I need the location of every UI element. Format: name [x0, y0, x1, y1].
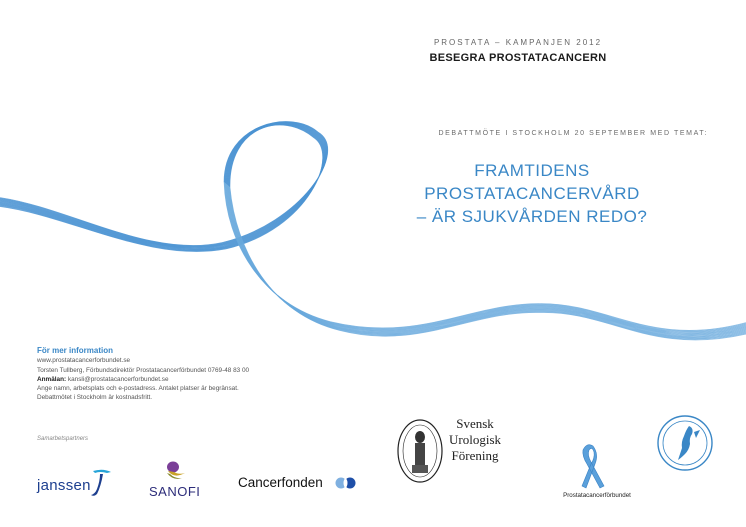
info-block: [37, 346, 249, 403]
ribbon-strands-front: [0, 122, 328, 252]
info-register: [37, 375, 249, 384]
sweden-map-seal-icon: [656, 414, 714, 472]
headline-line-2: PROSTATACANCERVÅRD: [424, 184, 640, 203]
prostatacancerforbundet-logo: [549, 440, 639, 504]
campaign-title: BESEGRA PROSTATACANCERN: [429, 52, 607, 64]
suf-seal-icon: [396, 415, 448, 490]
register-label: Anmälan:: [37, 375, 67, 383]
campaign-kicker: PROSTATA – KAMPANJEN 2012: [433, 38, 603, 47]
suf-line-1: Svensk: [456, 416, 494, 431]
info-note-2: Debattmötet i Stockholm är kostnadsfritt.: [37, 394, 153, 402]
sanofi-bird-icon: [146, 455, 210, 485]
cancerfonden-wordmark: Cancerfonden: [238, 475, 323, 490]
info-note-1: Ange namn, arbetsplats och e-postadress. Antalet platser är begränsat.: [37, 385, 239, 393]
info-title: För mer information: [37, 346, 114, 355]
debate-intro: DEBATTMÖTE I STOCKHOLM 20 SEPTEMBER MED TEMAT:: [438, 130, 708, 137]
awareness-ribbon-icon: [549, 440, 639, 492]
janssen-wordmark: janssen: [37, 477, 91, 494]
cancerfonden-ribbon-icon: [238, 472, 363, 494]
register-email[interactable]: kansli@prostatacancerforbundet.se: [67, 375, 169, 383]
partners-label: Samarbetspartners: [37, 436, 89, 442]
headline-line-1: FRAMTIDENS: [474, 161, 590, 180]
headline-line-3: – ÄR SJUKVÅRDEN REDO?: [416, 207, 648, 226]
debate-headline: [380, 159, 684, 228]
suf-line-3: Förening: [451, 448, 499, 463]
cancerfonden-logo: [238, 472, 363, 494]
info-website[interactable]: www.prostatacancerforbundet.se: [37, 357, 131, 365]
pcf-wordmark: Prostatacancerförbundet: [563, 492, 631, 499]
sanofi-wordmark: SANOFI: [149, 484, 201, 499]
janssen-logo: [37, 464, 119, 498]
suf-line-2: Urologisk: [449, 432, 501, 447]
round-seal-logo: [656, 414, 714, 472]
suf-wordmark: [449, 416, 501, 464]
sanofi-logo: [146, 455, 210, 501]
suf-logo: [396, 415, 516, 490]
info-contact: Torsten Tullberg, Förbundsdirektör Prostatacancerförbundet 0769-48 83 00: [37, 366, 250, 374]
janssen-symbol-icon: [37, 464, 119, 498]
